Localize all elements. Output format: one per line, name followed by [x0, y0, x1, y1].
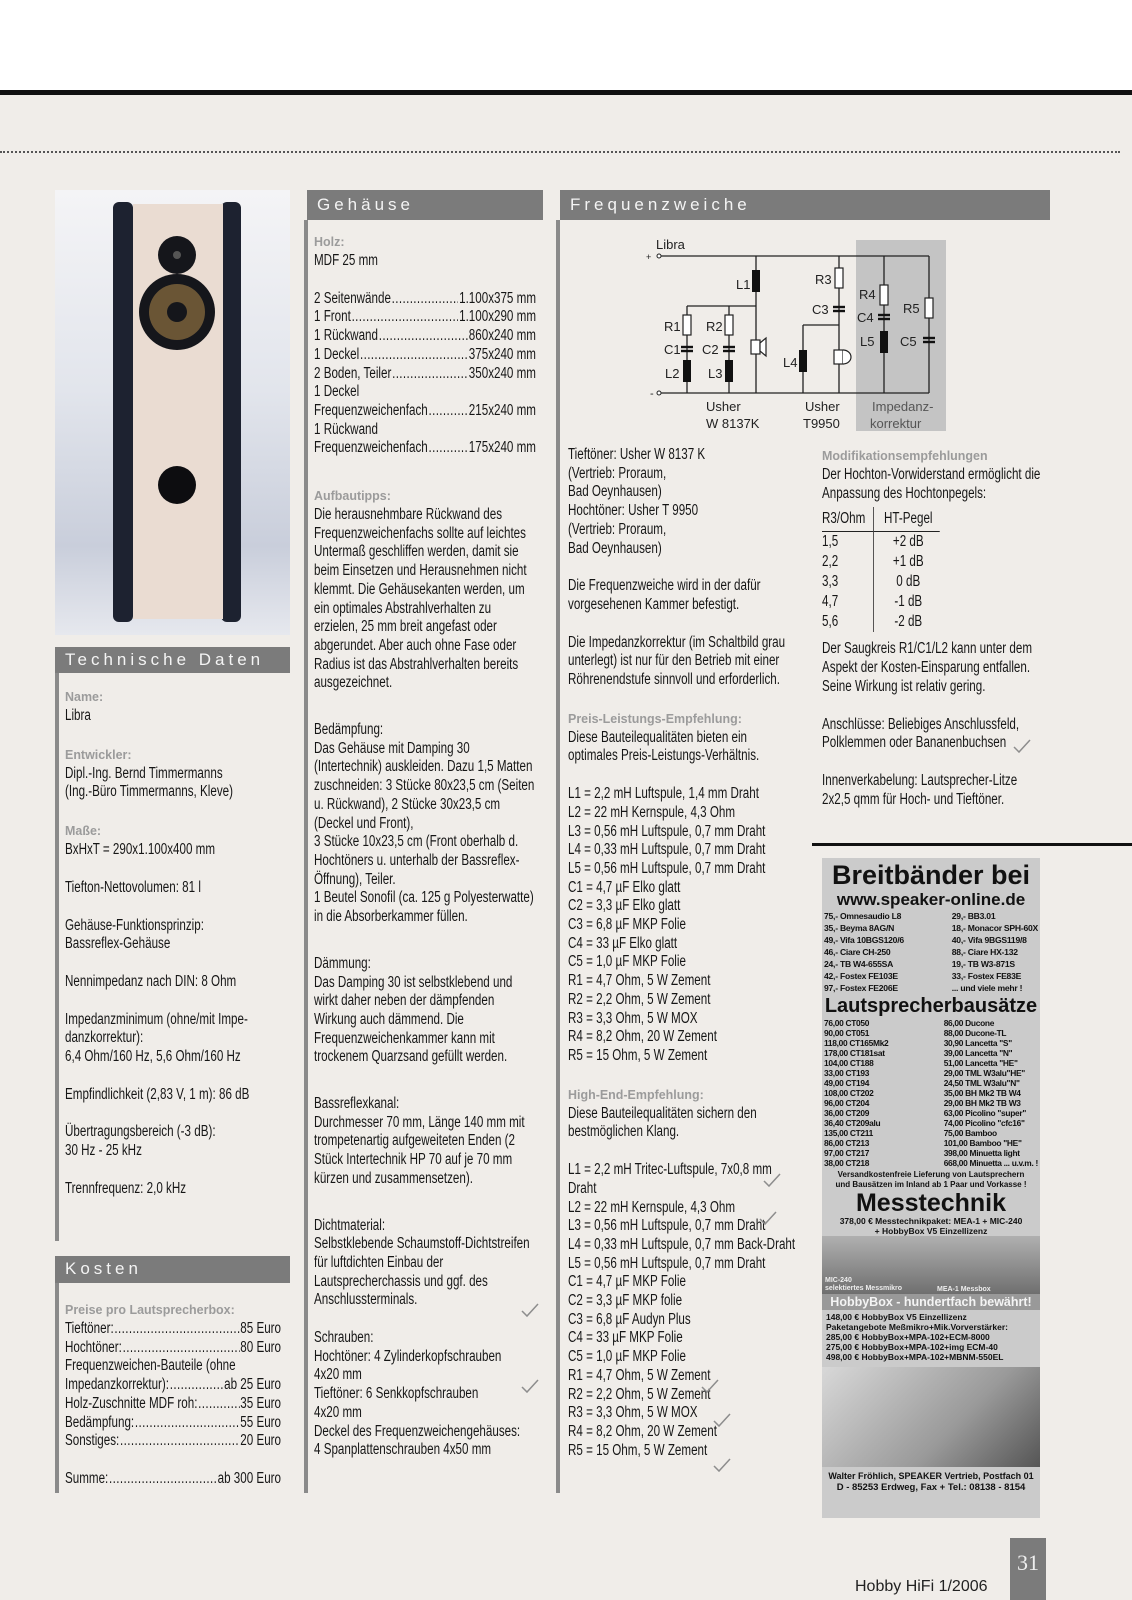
crossover-schematic [630, 225, 950, 435]
chassis-line: Hochtöner: Usher T 9950 [568, 502, 699, 520]
ad-kit-item: 51,00 Lancetta "HE" [943, 1058, 1018, 1068]
part-item: L3 = 0,56 mH Luftspule, 0,7 mm Draht [568, 822, 766, 840]
chassis-line: Tieftöner: Usher W 8137 K [568, 446, 706, 463]
chassis-line: (Vertrieb: Proraum, [568, 520, 667, 538]
ad-kit-item: 86,00 CT213 [824, 1138, 870, 1148]
part-item: L4 = 0,33 mH Luftspule, 0,7 mm Back-Draht [568, 1235, 796, 1253]
part-row: 2 Seitenwände ..... 1.100x375 mm [314, 290, 536, 309]
prinzip-line: Gehäuse-Funktionsprinzip: [65, 916, 204, 934]
cost-row-prefix: Frequenzweichen-Bauteile (ohne [65, 1357, 236, 1375]
ad-shipping: Versandkostenfreie Lieferung von Lautsprechern [837, 1170, 1025, 1179]
label-r3: R3 [815, 272, 832, 287]
part-item: C1 = 4,7 µF MKP Folie [568, 1273, 686, 1291]
entwickler-line: (Ing.-Büro Timmermanns, Kleve) [65, 783, 233, 801]
page-edge-line [0, 90, 1132, 95]
impedance-label: Impedanz- [872, 399, 934, 414]
ad-driver-item: 18,- Monacor SPH-60X [951, 923, 1038, 933]
ad-shipping: und Bausätzen im Inland ab 1 Paar und Vorkasse ! [835, 1180, 1027, 1189]
column-rule [304, 220, 308, 1493]
advertisement [822, 858, 1040, 1518]
pl-label: Preis-Leistungs-Empfehlung: [568, 711, 742, 726]
mod-text: Der Hochton-Vorwiderstand ermöglicht die Anpassung des Hochtonpegels: [822, 466, 1041, 502]
ad-mess-title: Messtechnik [855, 1189, 1007, 1217]
part-item: L2 = 22 mH Kernspule, 4,3 Ohm [568, 803, 736, 821]
ad-kit-item: 30,90 Lancetta "S" [943, 1038, 1012, 1048]
ad-kit-item: 104,00 CT188 [824, 1058, 874, 1068]
speaker-photo [55, 190, 290, 635]
ad-mess-offer: + HobbyBox V5 Einzellizenz [874, 1226, 988, 1236]
gehaeuse-section [314, 232, 536, 1460]
ad-headline: Breitbänder bei [831, 860, 1031, 890]
label-l2: L2 [665, 366, 680, 381]
handwritten-check-icon [712, 1457, 732, 1473]
label-c1: C1 [664, 342, 681, 357]
ad-kits-title: Lautsprecherbausätze [824, 995, 1038, 1017]
holz-value: MDF 25 mm [314, 252, 378, 269]
ad-driver-item: 33,- Fostex FE83E [951, 971, 1022, 981]
chassis-line: (Vertrieb: Proraum, [568, 464, 667, 482]
part-item: C2 = 3,3 µF Elko glatt [568, 897, 681, 915]
ad-driver-item: 24,- TB W4-655SA [824, 959, 894, 969]
inductor-l1 [752, 270, 760, 292]
ad-hobbybox-offers [822, 1310, 1040, 1364]
ad-kit-item: 29,00 BH Mk2 TB W3 [943, 1098, 1021, 1108]
column-rule [55, 1283, 59, 1493]
label-c2: C2 [702, 342, 719, 357]
label-r4: R4 [859, 287, 876, 302]
resistor-r4 [880, 285, 888, 305]
ad-driver-item: 97,- Fostex FE206E [824, 983, 898, 993]
impedanz-text: Die Impedanzkorrektur (im Schaltbild grau unterlegt) ist nur für den Betrieb mit einer Röhrenendstufe sinnvoll und erforderlich. [568, 633, 786, 689]
ad-kit-item: 24,50 TML W3alu"N" [943, 1078, 1020, 1088]
handwritten-check-icon [758, 1210, 778, 1226]
anschluesse-text: Anschlüsse: Beliebiges Anschlussfeld, Polklemmen oder Bananenbuchsen [822, 715, 1020, 752]
ad-kit-item: 90,00 CT051 [824, 1028, 870, 1038]
cost-total: Summe: ..... ab 300 Euro [65, 1470, 281, 1489]
part-item: R4 = 8,2 Ohm, 20 W Zement [568, 1422, 717, 1440]
table-cell: 5,6 [822, 613, 839, 631]
table-cell: -1 dB [873, 592, 940, 612]
part-item: R2 = 2,2 Ohm, 5 W Zement [568, 990, 711, 1008]
schrauben-line: 4x20 mm [314, 1403, 362, 1421]
modifikation-section [822, 446, 1044, 809]
inductor-l3 [725, 360, 733, 382]
bassreflex-label: Bassreflexkanal: [314, 1095, 400, 1113]
ad-kit-item: 63,00 Picolino "super" [943, 1108, 1027, 1118]
ad-kit-item: 38,00 CT218 [824, 1158, 870, 1168]
ad-driver-item: ... und viele mehr ! [951, 983, 1023, 993]
handwritten-check-icon [712, 1412, 732, 1428]
bedaempfung-text: Das Gehäuse mit Damping 30 (Intertechnik) auskleiden. Dazu 1,5 Matten zuschneiden: 3 Stücke 80x23,5 cm (Seiten u. Rückwand), 2 Stücke 30x23,5 cm (Deckel und Front), [314, 739, 535, 832]
label-l4: L4 [783, 355, 798, 370]
ad-kit-item: 35,00 BH Mk2 TB W4 [943, 1088, 1021, 1098]
technische-daten-section [65, 687, 290, 1199]
nennimpedanz: Nennimpedanz nach DIN: 8 Ohm [65, 972, 237, 990]
cost-row: Impedanzkorrektur): ..... ab 25 Euro [65, 1376, 281, 1395]
part-item: L5 = 0,56 mH Luftspule, 0,7 mm Draht [568, 859, 766, 877]
ad-offer-item: 285,00 € HobbyBox+MPA-102+ECM-8000 [826, 1332, 990, 1342]
resistor-r1 [683, 315, 691, 335]
part-row-prefix: 1 Deckel [314, 383, 360, 401]
ad-offer-item: 275,00 € HobbyBox+MPA-102+img ECM-40 [826, 1342, 998, 1352]
page-number: 31 [1010, 1538, 1046, 1600]
ad-kit-item: 33,00 CT193 [824, 1068, 870, 1078]
table-row [822, 612, 940, 632]
holz-label: Holz: [314, 235, 345, 249]
ad-kit-item: 178,00 CT181sat [824, 1048, 885, 1058]
part-item: L4 = 0,33 mH Luftspule, 0,7 mm Draht [568, 841, 766, 859]
part-item: R5 = 15 Ohm, 5 W Zement [568, 1046, 708, 1064]
part-item: L3 = 0,56 mH Luftspule, 0,7 mm Draht [568, 1217, 766, 1235]
ad-driver-item: 35,- Beyma 8AG/N [824, 923, 895, 933]
prinzip-line: Bassreflex-Gehäuse [65, 935, 171, 953]
ad-software-screenshot [822, 1367, 1040, 1467]
handwritten-check-icon [520, 1302, 540, 1318]
part-item: C3 = 6,8 µF MKP Folie [568, 916, 686, 934]
divider-rule [812, 843, 1132, 846]
ad-offer-item: 148,00 € HobbyBox V5 Einzellizenz [826, 1312, 967, 1322]
bedaempfung-text: 1 Beutel Sonofil (ca. 125 g Polyesterwatte) in die Absorberkammer füllen. [314, 889, 534, 926]
inductor-l4 [799, 350, 807, 372]
masse-label: Maße: [65, 824, 102, 839]
label-c4: C4 [857, 310, 874, 325]
table-cell: 0 dB [873, 572, 940, 592]
entwickler-label: Entwickler: [65, 747, 132, 762]
label-r5: R5 [903, 301, 920, 316]
ad-kit-item: 86,00 Ducone [943, 1018, 995, 1028]
magazine-issue: Hobby HiFi 1/2006 [855, 1578, 988, 1595]
ad-hobbybox-title: HobbyBox - hundertfach bewährt! [822, 1294, 1040, 1310]
cost-row: Hochtöner: ..... 80 Euro [65, 1339, 281, 1358]
ad-driver-item: 19,- TB W3-871S [951, 959, 1015, 969]
handwritten-check-icon [1012, 738, 1032, 754]
column-rule [55, 673, 59, 1241]
ad-kit-item: 398,00 Minuetta light [943, 1148, 1020, 1158]
empfindlichkeit: Empfindlichkeit (2,83 V, 1 m): 86 dB [65, 1085, 250, 1103]
schrauben-line: 4 Spanplattenschrauben 4x50 mm [314, 1441, 492, 1459]
woofer-label: W 8137K [706, 416, 760, 431]
bedaempfung-text: 3 Stücke 10x23,5 cm (Front oberhalb d. Hochtöners u. unterhalb der Bassreflex-Öffnung), Teiler. [314, 833, 520, 888]
dicht-label: Dichtmaterial: [314, 1216, 386, 1234]
daemmung-label: Dämmung: [314, 954, 371, 972]
section-bar-technische-daten: Technische Daten [55, 647, 290, 673]
part-item: C2 = 3,3 µF MKP folie [568, 1292, 683, 1310]
cost-row: Bedämpfung: ..... 55 Euro [65, 1414, 281, 1433]
trennfrequenz: Trennfrequenz: 2,0 kHz [65, 1179, 187, 1197]
schrauben-line: Hochtöner: 4 Zylinderkopfschrauben [314, 1347, 502, 1365]
ad-kit-item: 36,00 CT209 [824, 1108, 870, 1118]
handwritten-check-icon [762, 1172, 782, 1188]
table-header: R3/Ohm [822, 507, 873, 532]
ad-kit-item: 97,00 CT217 [824, 1148, 870, 1158]
part-item: C4 = 33 µF MKP Folie [568, 1329, 683, 1347]
section-bar-kosten: Kosten [55, 1256, 290, 1283]
pl-text: Diese Bauteilequalitäten bieten ein optimales Preis-Leistungs-Verhältnis. [568, 728, 760, 765]
minus-terminal: - [650, 388, 654, 400]
ad-url: www.speaker-online.de [836, 890, 1026, 909]
table-cell: +1 dB [873, 552, 940, 572]
part-item: R5 = 15 Ohm, 5 W Zement [568, 1441, 708, 1459]
table-row [822, 532, 940, 553]
schrauben-label: Schrauben: [314, 1329, 374, 1347]
ad-kit-item: 75,00 Bamboo [943, 1128, 997, 1138]
ad-driver-item: 40,- Vifa 9BGS119/8 [951, 935, 1027, 945]
inductor-l2 [683, 360, 691, 382]
aufbau-text: Die herausnehmbare Rückwand des Frequenzweichenfachs sollte auf leichtes Untermaß geschliffen werden, damit sie beim Einsetzen und Herausnehmen nicht klemmt. Die Gehäusekanten werden, um ein optimales Abstrahlverhalten zu erzielen, 25 mm breit angefast oder abgerundet. Aber auch ohne Fase oder Radius ist das Abstrahlverhalten bereits ausgezeichnet. [314, 506, 527, 692]
label-r2: R2 [706, 319, 723, 334]
part-item: R3 = 3,3 Ohm, 5 W MOX [568, 1404, 698, 1422]
part-item: L1 = 2,2 mH Luftspule, 1,4 mm Draht [568, 785, 759, 803]
tweeter-symbol [834, 350, 851, 364]
impedance-label: korrektur [870, 416, 922, 431]
schematic-title: Libra [656, 237, 685, 252]
part-item: C5 = 1,0 µF MKP Folie [568, 1348, 686, 1366]
schrauben-line: Deckel des Frequenzweichengehäuses: [314, 1422, 521, 1440]
section-bar-frequenzweiche: Frequenzweiche [560, 190, 1050, 220]
chassis-line: Bad Oeynhausen) [568, 483, 662, 501]
table-cell: 3,3 [822, 573, 839, 591]
name-label: Name: [65, 690, 104, 704]
dicht-text: Selbstklebende Schaumstoff-Dichtstreifen für luftdichten Einbau der Lautsprecherchassis und ggf. des Anschlussterminals. [314, 1235, 530, 1309]
he-label: High-End-Empfehlung: [568, 1087, 704, 1102]
entwickler-line: Dipl.-Ing. Bernd Timmermanns [65, 764, 223, 782]
ad-mess-offer: 378,00 € Messtechnikpaket: MEA-1 + MIC-240 [839, 1216, 1023, 1226]
ad-driver-list [822, 910, 1040, 994]
table-cell: 4,7 [822, 593, 839, 611]
table-row [822, 572, 940, 592]
befestigung-text: Die Frequenzweiche wird in der dafür vorgesehenen Kammer befestigt. [568, 577, 761, 613]
he-text: Diese Bauteilequalitäten sichern den bestmöglichen Klang. [568, 1104, 757, 1141]
tweeter-label: Usher [805, 399, 840, 414]
ad-kit-item: 49,00 CT194 [824, 1078, 870, 1088]
label-l5: L5 [860, 334, 875, 349]
ad-kit-item: 36,40 CT209alu [824, 1118, 881, 1128]
he-parts-list [568, 1161, 796, 1460]
table-row [822, 592, 940, 612]
woofer-symbol [751, 338, 766, 356]
column-rule [556, 220, 560, 1493]
part-item: R4 = 8,2 Ohm, 20 W Zement [568, 1028, 717, 1046]
plus-terminal: + [646, 252, 652, 262]
pl-parts-list [568, 785, 796, 1066]
table-row [822, 552, 940, 572]
table-header: HT-Pegel [873, 507, 940, 532]
part-item: C4 = 33 µF Elko glatt [568, 934, 678, 952]
part-row: 1 Front ..... 1.100x290 mm [314, 308, 536, 327]
table-cell: -2 dB [873, 612, 940, 632]
ad-kit-list [822, 1018, 1040, 1168]
schrauben-line: 4x20 mm [314, 1366, 362, 1384]
ad-kit-item: 76,00 CT050 [824, 1018, 870, 1028]
bassreflex-text: Durchmesser 70 mm, Länge 140 mm mit trompetenartig aufgeweiteten Enden (2 Stück Intertechnik HP 70 auf je 70 mm kürzen und zusammensetzen). [314, 1113, 525, 1187]
dotted-divider [0, 151, 1120, 153]
r3-level-table [822, 507, 940, 632]
ad-driver-item: 29,- BB3.01 [951, 911, 996, 921]
part-item: R2 = 2,2 Ohm, 5 W Zement [568, 1385, 711, 1403]
ad-kit-item: 88,00 Ducone-TL [943, 1028, 1007, 1038]
bedaempfung-label: Bedämpfung: [314, 721, 384, 739]
aufbau-label: Aufbautipps: [314, 489, 391, 504]
ad-kit-item: 74,00 Picolino "cfc16" [943, 1118, 1025, 1128]
ad-kit-item: 101,00 Bamboo "HE" [943, 1138, 1022, 1148]
table-cell: 2,2 [822, 553, 839, 571]
part-row: Frequenzweichenfach ..... 215x240 mm [314, 402, 536, 421]
table-cell: 1,5 [822, 533, 839, 551]
volumen: Tiefton-Nettovolumen: 81 l [65, 878, 201, 896]
daemmung-text: Das Damping 30 ist selbstklebend und wirkt daher neben der dämpfenden Wirkung auch dämmend. Die Frequenzweichenkammer kann mit trockenem Quarzsand gefüllt werden. [314, 973, 513, 1066]
ad-kit-item: 96,00 CT204 [824, 1098, 870, 1108]
ad-driver-item: 49,- Vifa 10BGS120/6 [824, 935, 904, 945]
part-row: 1 Rückwand ..... 860x240 mm [314, 327, 536, 346]
part-item: R1 = 4,7 Ohm, 5 W Zement [568, 972, 711, 990]
ad-kit-item: 108,00 CT202 [824, 1088, 874, 1098]
woofer-label: Usher [706, 399, 741, 414]
inductor-l5 [880, 331, 888, 353]
kosten-section [65, 1300, 281, 1489]
label-c3: C3 [812, 302, 829, 317]
resistor-r3 [835, 268, 843, 288]
kosten-heading: Preise pro Lautsprecherbox: [65, 1303, 235, 1317]
uebertragung-line: Übertragungsbereich (-3 dB): [65, 1123, 216, 1141]
chassis-line: Bad Oeynhausen) [568, 539, 662, 557]
ad-address: D - 85253 Erdweg, Fax + Tel.: 08138 - 8154 [836, 1482, 1026, 1493]
handwritten-check-icon [700, 1378, 720, 1394]
impedanzminimum-line: 6,4 Ohm/160 Hz, 5,6 Ohm/160 Hz [65, 1048, 241, 1066]
part-item: C5 = 1,0 µF MKP Folie [568, 953, 686, 971]
label-r1: R1 [664, 319, 681, 334]
ad-driver-item: 42,- Fostex FE103E [824, 971, 898, 981]
schrauben-line: Tieftöner: 6 Senkkopfschrauben [314, 1385, 479, 1403]
ad-offer-item: 498,00 € HobbyBox+MPA-102+MBNM-550EL [826, 1352, 1004, 1362]
table-cell: +2 dB [873, 532, 940, 553]
label-l1: L1 [736, 277, 751, 292]
ad-kit-item: 39,00 Lancetta "N" [943, 1048, 1013, 1058]
masse-value: BxHxT = 290x1.100x400 mm [65, 841, 216, 859]
section-bar-gehaeuse: Gehäuse [307, 190, 543, 220]
name-value: Libra [65, 707, 91, 724]
frequenzweiche-text [568, 446, 796, 1460]
ad-kit-item: 668,00 Minuetta ... u.v.m. ! [943, 1158, 1038, 1168]
part-item: C3 = 6,8 µF Audyn Plus [568, 1310, 691, 1328]
impedanzminimum-line: Impedanzminimum (ohne/mit Impe- [65, 1010, 248, 1028]
handwritten-check-icon [520, 1378, 540, 1394]
ad-driver-item: 75,- Omnesaudio L8 [824, 911, 902, 921]
ad-kit-item: 118,00 CT165Mk2 [824, 1038, 889, 1048]
ad-offer-item: Paketangebote Meßmikro+Mik.Vorverstärker: [826, 1322, 1008, 1332]
impedanzminimum-line: danzkorrektur): [65, 1029, 144, 1047]
resistor-r5 [925, 298, 933, 318]
mod-label: Modifikationsempfehlungen [822, 449, 988, 463]
part-item: R1 = 4,7 Ohm, 5 W Zement [568, 1366, 711, 1384]
ad-address: Walter Fröhlich, SPEAKER Vertrieb, Postfach 01 [828, 1471, 1034, 1481]
part-row: 1 Deckel ..... 375x240 mm [314, 346, 536, 365]
label-c5: C5 [900, 334, 917, 349]
ad-driver-item: 46,- Ciare CH-250 [824, 947, 891, 957]
cost-row: Holz-Zuschnitte MDF roh: ..... 35 Euro [65, 1395, 281, 1414]
label-l3: L3 [708, 366, 723, 381]
ad-kit-item: 29,00 TML W3alu"HE" [943, 1068, 1025, 1078]
part-item: L1 = 2,2 mH Tritec-Luftspule, 7x0,8 mm Draht [568, 1161, 772, 1197]
saugkreis-text: Der Saugkreis R1/C1/L2 kann unter dem Aspekt der Kosten-Einsparung entfallen. Seine Wirkung ist relativ gering. [822, 640, 1033, 695]
part-row-prefix: 1 Rückwand [314, 420, 378, 438]
part-item: C1 = 4,7 µF Elko glatt [568, 878, 681, 896]
resistor-r2 [725, 315, 733, 335]
ad-driver-item: 88,- Ciare HX-132 [951, 947, 1018, 957]
cost-row: Sonstiges: ..... 20 Euro [65, 1432, 281, 1451]
scan-top-margin [0, 0, 1132, 91]
uebertragung-line: 30 Hz - 25 kHz [65, 1142, 142, 1160]
cost-row: Tieftöner: ..... 85 Euro [65, 1320, 281, 1339]
innenverkabelung-text: Innenverkabelung: Lautsprecher-Litze 2x2,5 qmm für Hoch- und Tieftöner. [822, 771, 1018, 808]
tweeter-label: T9950 [803, 416, 840, 431]
part-item: R3 = 3,3 Ohm, 5 W MOX [568, 1009, 698, 1027]
part-row: Frequenzweichenfach ..... 175x240 mm [314, 439, 536, 458]
part-row: 2 Boden, Teiler ..... 350x240 mm [314, 365, 536, 384]
ad-product-photo: MIC-240 selektiertes Messmikro MEA-1 Messbox [822, 1236, 1040, 1294]
ad-kit-item: 135,00 CT211 [824, 1128, 874, 1138]
part-item: L2 = 22 mH Kernspule, 4,3 Ohm [568, 1198, 736, 1216]
part-item: L5 = 0,56 mH Luftspule, 0,7 mm Draht [568, 1254, 766, 1272]
